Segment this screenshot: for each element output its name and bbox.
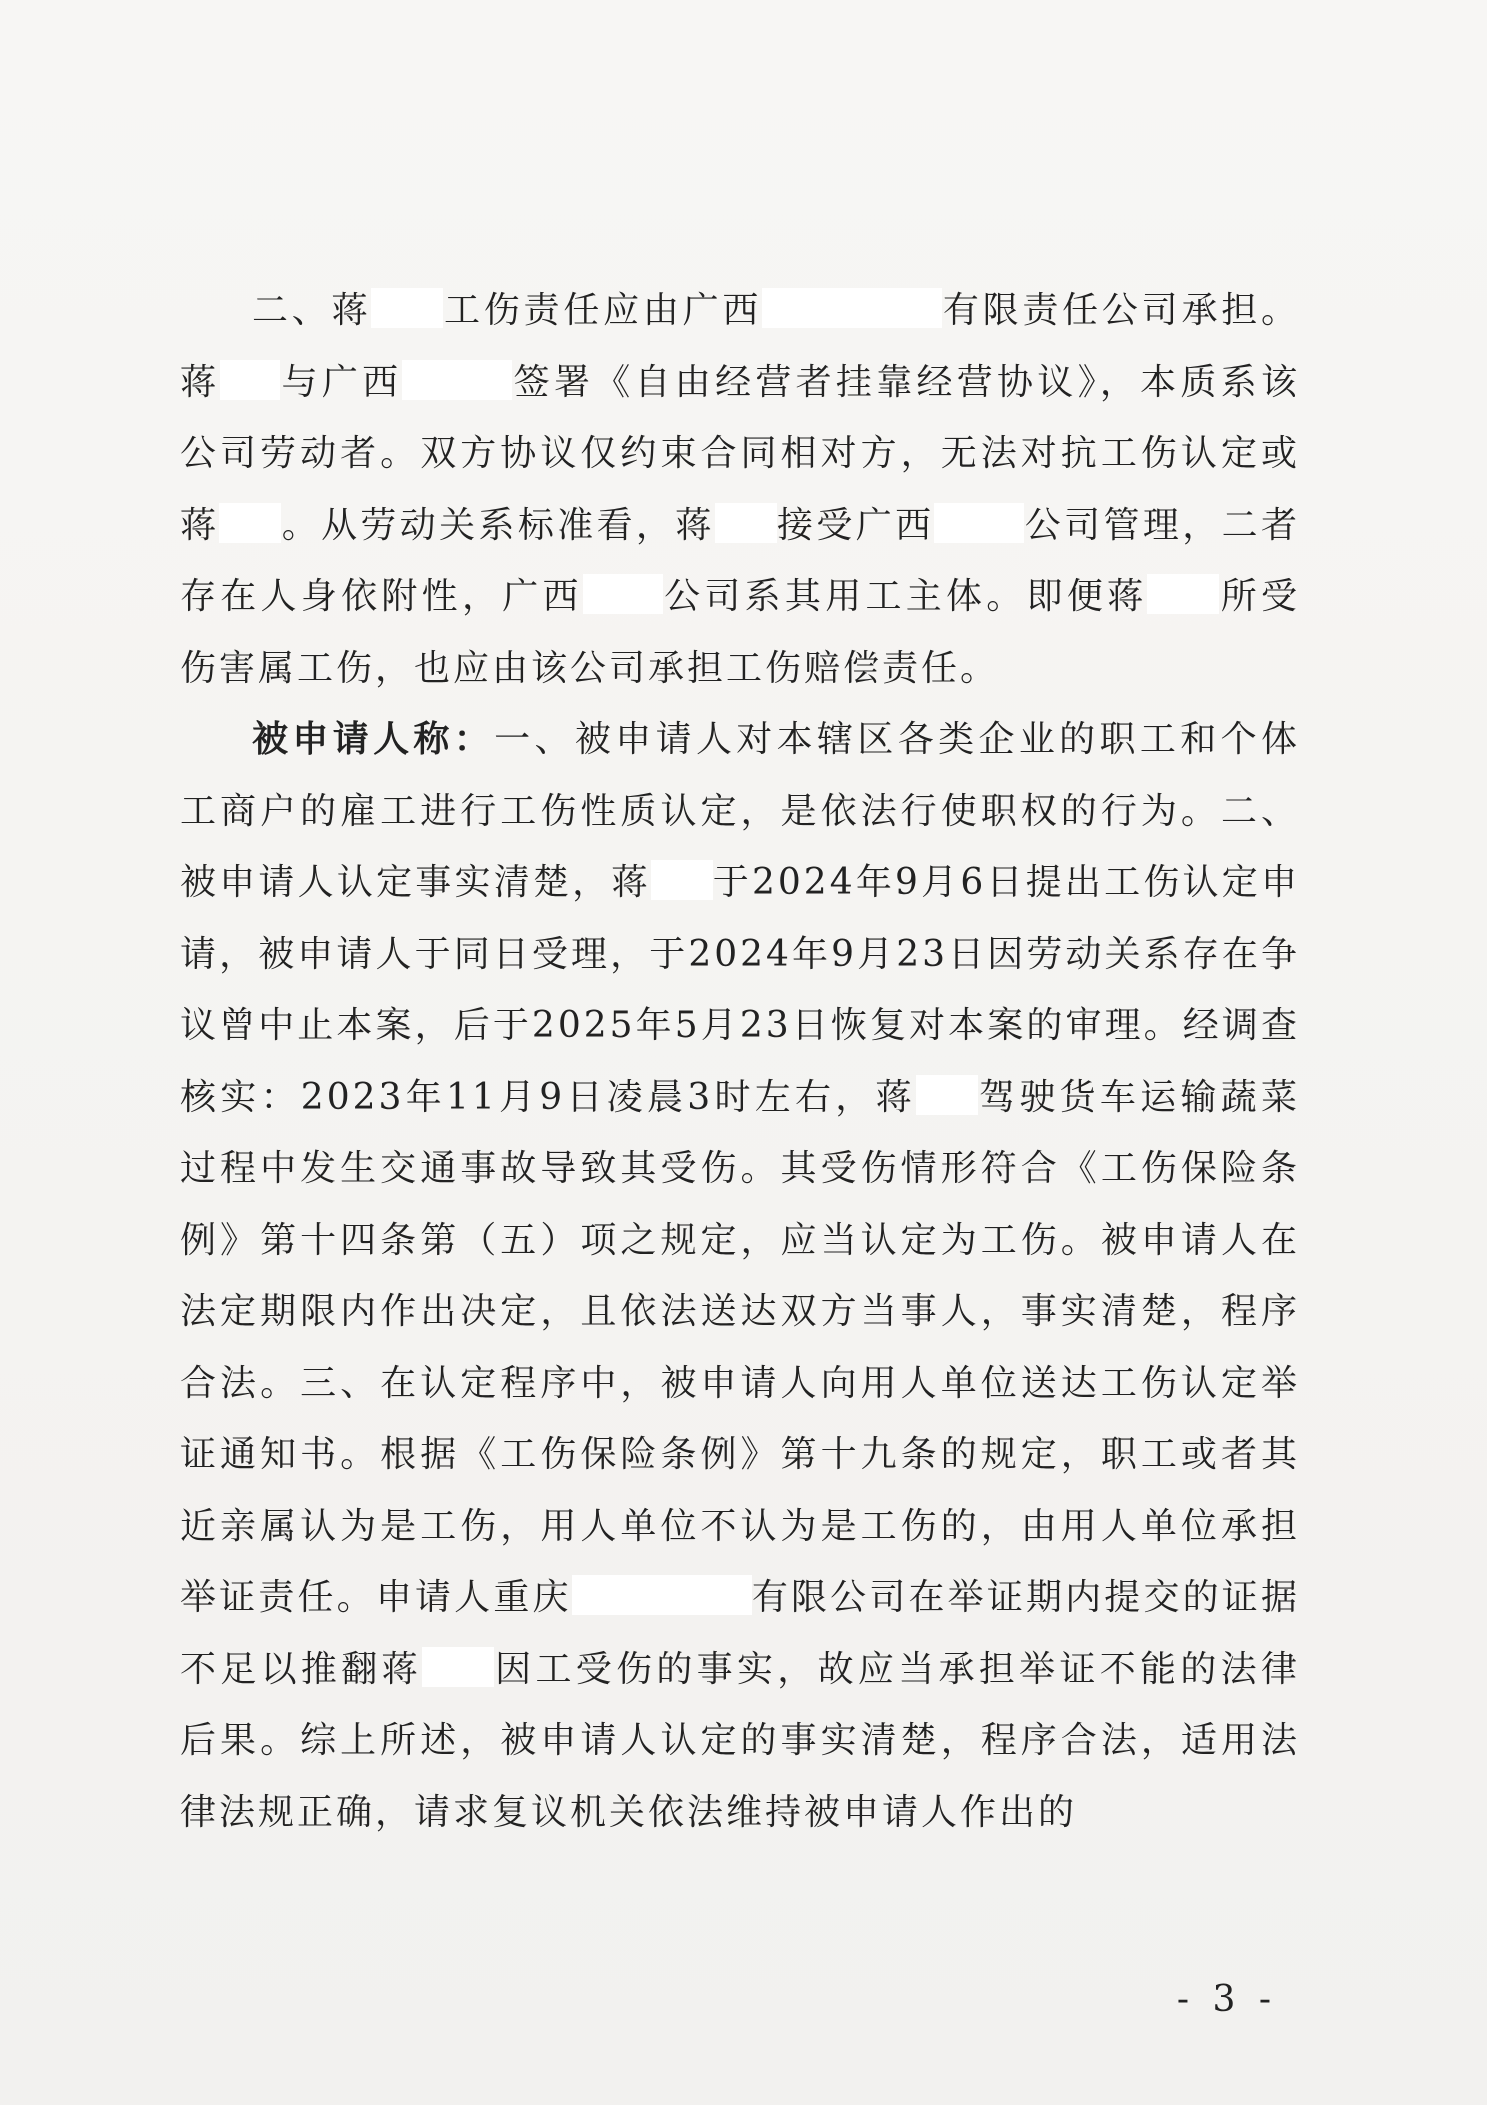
text-run: 与广西 [280,361,403,403]
redaction [651,860,713,900]
text-run: 签署《自由经营者挂靠经营协议》，本质系该公司劳动者。双方协议仅约束合同相对方，无法对抗工伤认定或蒋 [180,361,1300,546]
text-run: 一、被申请人对本辖区各类企业的职工和个体工商户的雇工进行工伤性质认定，是依法行使职权的行为。二、被申请人认定事实清楚，蒋 [180,719,1300,903]
text-run: 公司管理，二者存在人身依附性，广西 [180,504,1300,617]
paragraph-2 [180,704,1300,1848]
redaction [371,288,443,328]
text-run: 驾驶货车运输蔬菜过程中发生交通事故导致其受伤。其受伤情形符合《工伤保险条例》第十四条第（五）项之规定，应当认定为工伤。被申请人在法定期限内作出决定，且依法送达双方当事人，事实清楚，程序合法。三、在认定程序中，被申请人向用人单位送达工伤认定举证通知书。根据《工伤保险条例》第十九条的规定，职工或者其近亲属认为是工伤，用人单位不认为是工伤的，由用人单位承担举证责任。申请人重庆 [180,1076,1300,1618]
redaction [916,1075,978,1115]
redaction [220,360,280,400]
redaction [934,503,1024,543]
redaction [762,288,942,328]
body-text [180,275,1300,1848]
text-run: 。从劳动关系标准看，蒋 [281,504,715,546]
text-run: 于2024年9月6日提出工伤认定申请，被申请人于同日受理，于2024年9月23日因劳动关系存在争议曾中止本案，后于2025年5月23日恢复对本案的审理。经调查核实：2023年11月9日凌晨3时左右，蒋 [180,862,1300,1118]
text-run: 公司系其用工主体。即便蒋 [662,576,1148,617]
text-run: 二、蒋 [252,290,372,331]
redaction [422,1647,494,1687]
text-run: 接受广西 [776,504,935,546]
redaction [583,574,663,614]
text-run: 所受伤害属工伤，也应由该公司承担工伤赔偿责任。 [180,576,1300,689]
page-number: - 3 - [1176,1979,1277,2020]
text-run: 因工受伤的事实，故应当承担举证不能的法律后果。综上所述，被申请人认定的事实清楚，程序合法，适用法律法规正确，请求复议机关依法维持被申请人作出的 [180,1648,1300,1833]
text-run: 有限公司在举证期内提交的证据不足以推翻蒋 [180,1577,1300,1690]
redaction [402,360,512,400]
redaction [1147,574,1219,614]
paragraph-1 [180,275,1300,704]
redaction [219,503,281,543]
redaction [715,503,777,543]
text-run: 有限责任公司承担。蒋 [180,290,1300,403]
redaction [572,1575,752,1615]
respondent-heading: 被申请人称： [252,718,495,760]
text-run: 工伤责任应由广西 [443,290,763,331]
